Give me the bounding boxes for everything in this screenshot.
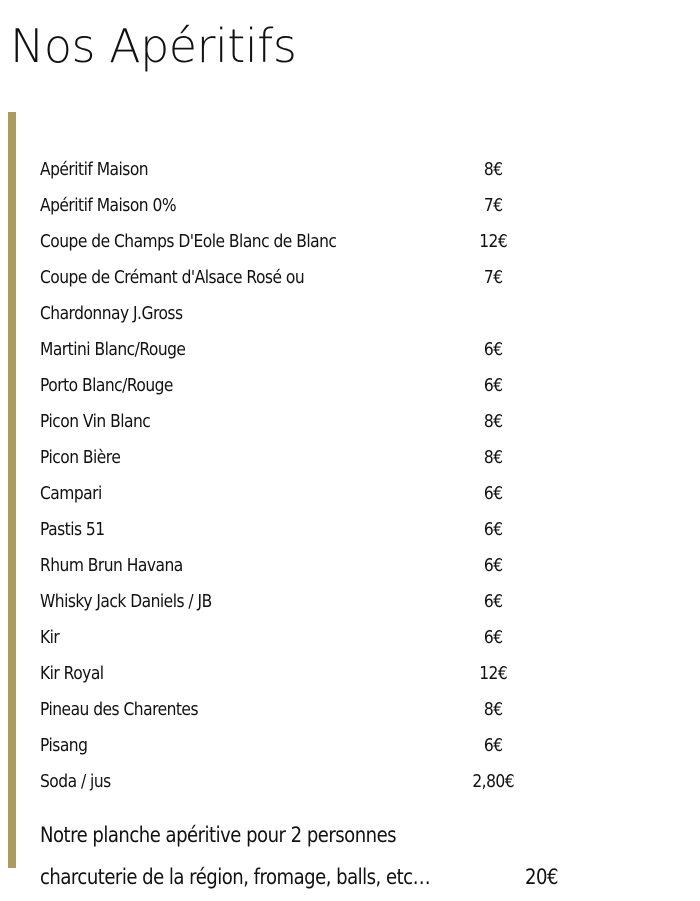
menu-item-price: 6€ [483, 375, 503, 396]
menu-item-name: Rhum Brun Havana [40, 555, 183, 576]
menu-item-price: 6€ [483, 735, 503, 756]
plate-title: Notre planche apéritive pour 2 personnes [40, 823, 397, 847]
menu-item [40, 224, 573, 260]
menu-item [40, 296, 573, 332]
menu-item-name: Kir Royal [40, 663, 104, 684]
menu-item [40, 728, 573, 764]
menu-item-name: Campari [40, 483, 102, 504]
menu-item-name: Apéritif Maison [40, 159, 149, 180]
menu-item [40, 368, 573, 404]
menu-item-price: 6€ [483, 627, 503, 648]
menu-item [40, 260, 573, 296]
menu-item-name: Picon Vin Blanc [40, 411, 151, 432]
menu-item-price: 8€ [483, 447, 503, 468]
menu-item [40, 764, 573, 800]
menu-item-price: 6€ [483, 555, 503, 576]
menu-item-price: 7€ [483, 195, 503, 216]
menu-item-name: Chardonnay J.Gross [40, 303, 183, 324]
menu-item-price: 8€ [483, 159, 503, 180]
menu-item-price: 8€ [483, 699, 503, 720]
menu-item-name: Coupe de Crémant d'Alsace Rosé ou [40, 267, 305, 288]
aperitif-plate-offer [40, 814, 590, 898]
menu-item-name: Coupe de Champs D'Eole Blanc de Blanc [40, 231, 337, 252]
menu-item-name: Martini Blanc/Rouge [40, 339, 186, 360]
menu-item-name: Pineau des Charentes [40, 699, 198, 720]
menu-item-name: Pisang [40, 735, 88, 756]
menu-item [40, 656, 573, 692]
menu-item [40, 152, 573, 188]
gold-accent-bar [8, 112, 16, 868]
menu-item-price: 6€ [483, 519, 503, 540]
menu-item [40, 440, 573, 476]
menu-item-name: Whisky Jack Daniels / JB [40, 591, 212, 612]
menu-item [40, 548, 573, 584]
menu-item-price: 6€ [483, 339, 503, 360]
menu-item-name: Soda / jus [40, 771, 111, 792]
menu-item [40, 620, 573, 656]
menu-item [40, 332, 573, 368]
menu-item-price: 12€ [479, 663, 508, 684]
menu-item-name: Pastis 51 [40, 519, 105, 540]
menu-item-price: 6€ [483, 483, 503, 504]
menu-item-price: 8€ [483, 411, 503, 432]
menu-item [40, 512, 573, 548]
menu-item-price: 2,80€ [472, 771, 515, 792]
page-title: Nos Apéritifs [10, 19, 297, 73]
plate-price: 20€ [525, 865, 558, 889]
plate-description: charcuterie de la région, fromage, balls, etc… [40, 865, 431, 889]
plate-title-line [40, 814, 590, 856]
menu-item [40, 476, 573, 512]
aperitif-menu-list [40, 152, 660, 800]
menu-item-price: 6€ [483, 591, 503, 612]
menu-item-name: Picon Bière [40, 447, 121, 468]
menu-item [40, 188, 573, 224]
plate-description-line [40, 856, 590, 898]
menu-item-price: 12€ [479, 231, 508, 252]
menu-item-price: 7€ [483, 267, 503, 288]
menu-item [40, 692, 573, 728]
menu-item [40, 584, 573, 620]
menu-item-name: Apéritif Maison 0% [40, 195, 177, 216]
menu-item [40, 404, 573, 440]
menu-item-name: Kir [40, 627, 60, 648]
menu-item-name: Porto Blanc/Rouge [40, 375, 173, 396]
